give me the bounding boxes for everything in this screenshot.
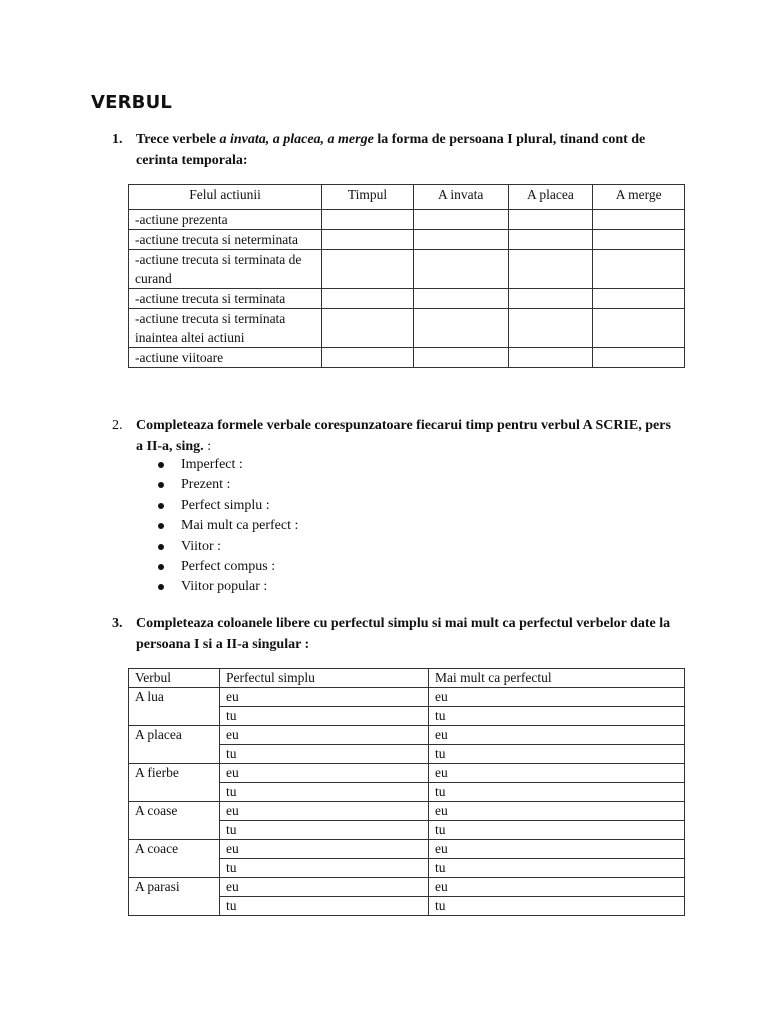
pronoun-cell[interactable]: tu xyxy=(429,783,685,802)
table-header: Timpul xyxy=(322,185,414,210)
table-row xyxy=(129,289,685,309)
question-2-text: Completeaza formele verbale corespunzatoare fiecarui timp pentru verbul A SCRIE, pers a II-a, sing. : xyxy=(136,418,671,454)
pronoun-cell[interactable]: tu xyxy=(220,745,429,764)
table-header: Mai mult ca perfectul xyxy=(429,669,685,688)
page-title: VERBUL xyxy=(91,92,173,113)
table-row xyxy=(129,802,685,821)
pronoun-cell[interactable]: eu xyxy=(429,688,685,707)
question-2-number: 2. xyxy=(112,418,123,433)
pronoun-cell[interactable]: tu xyxy=(429,707,685,726)
blank-cell[interactable] xyxy=(508,348,593,368)
list-item: Viitor : xyxy=(158,537,298,557)
pronoun-cell[interactable]: tu xyxy=(429,897,685,916)
pronoun-cell[interactable]: eu xyxy=(429,802,685,821)
pronoun-cell[interactable]: eu xyxy=(220,878,429,897)
list-item: Perfect simplu : xyxy=(158,496,298,516)
verb-forms-table xyxy=(128,184,685,368)
table-cell: -actiune trecuta si neterminata xyxy=(129,230,322,250)
table-cell: -actiune trecuta si terminata inaintea altei actiuni xyxy=(129,309,322,348)
blank-cell[interactable] xyxy=(322,289,414,309)
blank-cell[interactable] xyxy=(508,250,593,289)
list-item: Mai mult ca perfect : xyxy=(158,516,298,536)
pronoun-cell[interactable]: tu xyxy=(220,821,429,840)
table-header: A placea xyxy=(508,185,593,210)
question-1-verbs: a invata, a placea, a merge xyxy=(219,132,374,147)
table-row xyxy=(129,878,685,897)
blank-cell[interactable] xyxy=(322,230,414,250)
blank-cell[interactable] xyxy=(593,230,685,250)
blank-cell[interactable] xyxy=(593,289,685,309)
pronoun-cell[interactable]: eu xyxy=(220,802,429,821)
blank-cell[interactable] xyxy=(508,289,593,309)
table-cell: -actiune trecuta si terminata xyxy=(129,289,322,309)
blank-cell[interactable] xyxy=(322,348,414,368)
pronoun-cell[interactable]: eu xyxy=(429,840,685,859)
verb-cell: A placea xyxy=(129,726,220,764)
blank-cell[interactable] xyxy=(413,250,508,289)
verb-cell: A coace xyxy=(129,840,220,878)
pronoun-cell[interactable]: tu xyxy=(429,745,685,764)
blank-cell[interactable] xyxy=(593,348,685,368)
table-cell: -actiune viitoare xyxy=(129,348,322,368)
table-row xyxy=(129,688,685,707)
question-1-text: Trece verbele a invata, a placea, a merge la forma de persoana I plural, tinand cont de cerinta temporala: xyxy=(136,132,646,168)
table-row xyxy=(129,210,685,230)
pronoun-cell[interactable]: eu xyxy=(429,764,685,783)
bullet-icon xyxy=(158,482,164,488)
blank-cell[interactable] xyxy=(508,309,593,348)
pronoun-cell[interactable]: tu xyxy=(429,821,685,840)
blank-cell[interactable] xyxy=(322,210,414,230)
table-cell: -actiune prezenta xyxy=(129,210,322,230)
blank-cell[interactable] xyxy=(508,210,593,230)
blank-cell[interactable] xyxy=(322,250,414,289)
table-row xyxy=(129,309,685,348)
table-cell: -actiune trecuta si terminata de curand xyxy=(129,250,322,289)
blank-cell[interactable] xyxy=(322,309,414,348)
blank-cell[interactable] xyxy=(413,210,508,230)
list-item: Viitor popular : xyxy=(158,577,298,597)
table-row xyxy=(129,230,685,250)
blank-cell[interactable] xyxy=(413,289,508,309)
blank-cell[interactable] xyxy=(593,309,685,348)
list-item: Imperfect : xyxy=(158,455,298,475)
bullet-icon xyxy=(158,564,164,570)
table-header: A merge xyxy=(593,185,685,210)
pronoun-cell[interactable]: tu xyxy=(429,859,685,878)
pronoun-cell[interactable]: eu xyxy=(429,726,685,745)
blank-cell[interactable] xyxy=(593,210,685,230)
pronoun-cell[interactable]: tu xyxy=(220,783,429,802)
table-row xyxy=(129,764,685,783)
conjugation-table xyxy=(128,668,685,916)
table-row xyxy=(129,726,685,745)
blank-cell[interactable] xyxy=(413,309,508,348)
bullet-icon xyxy=(158,462,164,468)
verb-cell: A coase xyxy=(129,802,220,840)
blank-cell[interactable] xyxy=(413,230,508,250)
table-header: Felul actiunii xyxy=(129,185,322,210)
pronoun-cell[interactable]: tu xyxy=(220,897,429,916)
question-1-number: 1. xyxy=(112,132,123,147)
blank-cell[interactable] xyxy=(593,250,685,289)
pronoun-cell[interactable]: eu xyxy=(220,840,429,859)
blank-cell[interactable] xyxy=(413,348,508,368)
pronoun-cell[interactable]: eu xyxy=(429,878,685,897)
table-header: Perfectul simplu xyxy=(220,669,429,688)
table-row xyxy=(129,250,685,289)
table-row xyxy=(129,348,685,368)
bullet-icon xyxy=(158,544,164,550)
question-2 xyxy=(112,415,681,457)
table-header: Verbul xyxy=(129,669,220,688)
verb-cell: A lua xyxy=(129,688,220,726)
verb-cell: A parasi xyxy=(129,878,220,916)
pronoun-cell[interactable]: tu xyxy=(220,707,429,726)
list-item: Perfect compus : xyxy=(158,557,298,577)
list-item: Prezent : xyxy=(158,475,298,495)
question-3 xyxy=(112,613,681,655)
table-header-row xyxy=(129,669,685,688)
tense-list xyxy=(158,455,298,598)
table-header: A invata xyxy=(413,185,508,210)
blank-cell[interactable] xyxy=(508,230,593,250)
table-row xyxy=(129,840,685,859)
pronoun-cell[interactable]: eu xyxy=(220,726,429,745)
question-3-number: 3. xyxy=(112,616,123,631)
verb-cell: A fierbe xyxy=(129,764,220,802)
question-1 xyxy=(112,129,681,171)
pronoun-cell[interactable]: tu xyxy=(220,859,429,878)
bullet-icon xyxy=(158,523,164,529)
pronoun-cell[interactable]: eu xyxy=(220,688,429,707)
table-header-row xyxy=(129,185,685,210)
pronoun-cell[interactable]: eu xyxy=(220,764,429,783)
bullet-icon xyxy=(158,503,164,509)
bullet-icon xyxy=(158,584,164,590)
question-3-text: Completeaza coloanele libere cu perfectul simplu si mai mult ca perfectul verbelor date la persoana I si a II-a singular : xyxy=(136,616,671,652)
